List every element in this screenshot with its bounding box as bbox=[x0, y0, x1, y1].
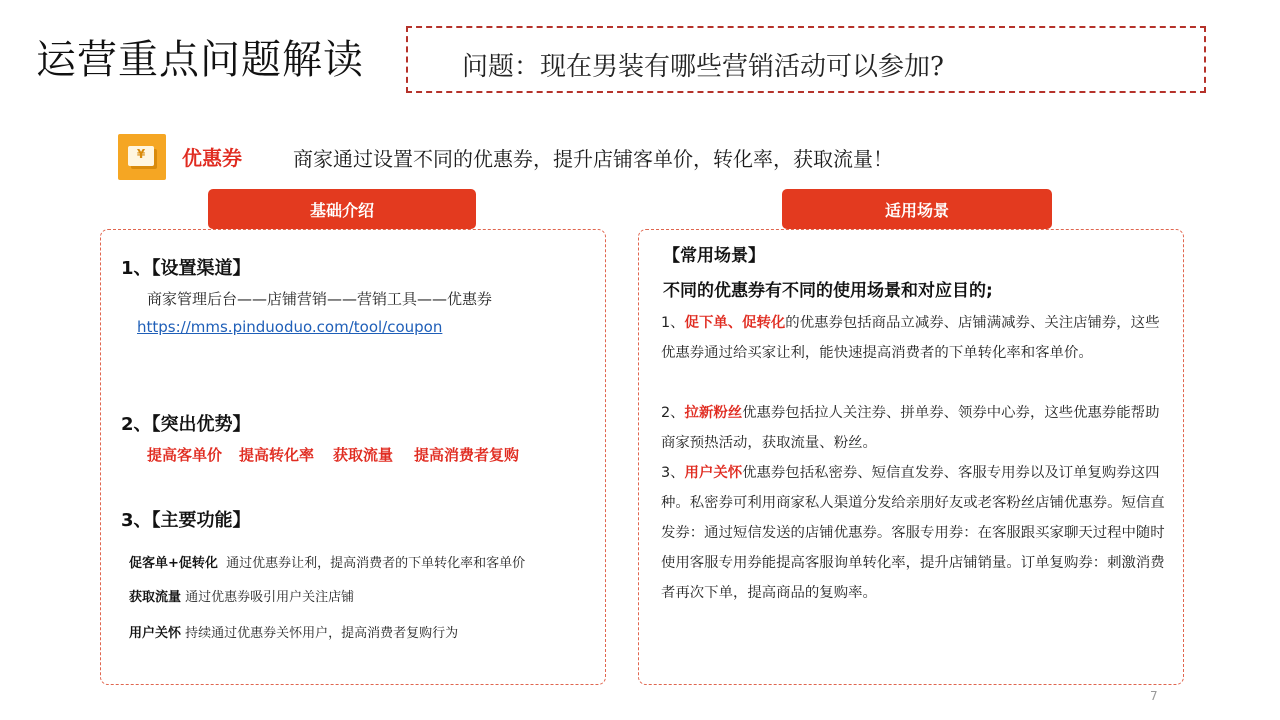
advantage-item: 提高消费者复购 bbox=[414, 446, 520, 464]
function-desc: 通过优惠券让利，提高消费者的下单转化率和客单价 bbox=[226, 556, 526, 571]
question-text: 问题：现在男装有哪些营销活动可以参加? bbox=[462, 52, 944, 82]
advantage-item: 提高转化率 bbox=[239, 446, 315, 464]
scenario-highlight: 促下单、促转化 bbox=[684, 315, 786, 331]
scenario-item bbox=[661, 398, 1169, 458]
scenario-text: 的优惠券包括商品立减券、店铺满减券、关注店铺券，这些优惠券通过给买家让利，能快速提高消费者的下单转化率和客单价。 bbox=[661, 315, 1160, 361]
function-item bbox=[129, 586, 354, 605]
scenario-text: 优惠券包括私密券、短信直发券、客服专用券以及订单复购券这四种。私密券可利用商家私人渠道分发给亲朋好友或老客粉丝店铺优惠券。短信直发券：通过短信发送的店铺优惠券。客服专用券：在客服跟买家聊天过程中随时使用客服专用券能提高客服询单转化率，提升店铺销量。订单复购券：刺激消费者再次下单，提高商品的复购率。 bbox=[661, 465, 1165, 601]
coupon-icon bbox=[118, 134, 166, 180]
scenario-text: 优惠券包括拉人关注券、拼单券、领券中心券，这些优惠券能帮助商家预热活动，获取流量、粉丝。 bbox=[661, 405, 1160, 451]
advantage-item: 获取流量 bbox=[333, 446, 394, 464]
basic-intro-panel bbox=[100, 229, 606, 685]
question-box bbox=[406, 26, 1206, 93]
function-key: 获取流量 bbox=[129, 590, 182, 605]
tab-scenarios: 适用场景 bbox=[782, 189, 1052, 229]
advantage-item: 提高客单价 bbox=[147, 446, 223, 464]
scenario-number: 2、 bbox=[661, 405, 685, 421]
function-desc: 通过优惠券吸引用户关注店铺 bbox=[185, 590, 355, 605]
scenario-number: 3、 bbox=[661, 465, 685, 481]
scenarios-heading: 【常用场景】 bbox=[663, 246, 765, 266]
function-section-title: 3、【主要功能】 bbox=[121, 510, 251, 531]
tab-basic-intro: 基础介绍 bbox=[208, 189, 476, 229]
scenario-item bbox=[661, 308, 1169, 368]
scenario-item bbox=[661, 458, 1169, 608]
channel-link[interactable]: https://mms.pinduoduo.com/tool/coupon bbox=[137, 318, 443, 336]
scenarios-panel bbox=[638, 229, 1184, 685]
page-number: 7 bbox=[1150, 689, 1158, 703]
scenario-highlight: 拉新粉丝 bbox=[684, 405, 743, 421]
page-title: 运营重点问题解读 bbox=[36, 37, 364, 83]
function-desc: 持续通过优惠券关怀用户，提高消费者复购行为 bbox=[185, 626, 459, 641]
channel-path: 商家管理后台——店铺营销——营销工具——优惠券 bbox=[147, 290, 493, 308]
coupon-slogan: 商家通过设置不同的优惠券，提升店铺客单价，转化率，获取流量！ bbox=[293, 147, 893, 171]
channel-section-title: 1、【设置渠道】 bbox=[121, 258, 251, 279]
scenario-highlight: 用户关怀 bbox=[684, 465, 743, 481]
advantage-section-title: 2、【突出优势】 bbox=[121, 414, 251, 435]
scenario-number: 1、 bbox=[661, 315, 685, 331]
function-key: 用户关怀 bbox=[129, 626, 182, 641]
coupon-label: 优惠券 bbox=[182, 146, 242, 170]
ticket-icon bbox=[128, 146, 154, 166]
function-item bbox=[129, 622, 458, 641]
yen-icon: ¥ bbox=[136, 147, 146, 161]
function-item bbox=[129, 552, 525, 571]
function-key: 促客单+促转化 bbox=[129, 556, 218, 571]
scenarios-subheading: 不同的优惠券有不同的使用场景和对应目的; bbox=[663, 281, 993, 301]
